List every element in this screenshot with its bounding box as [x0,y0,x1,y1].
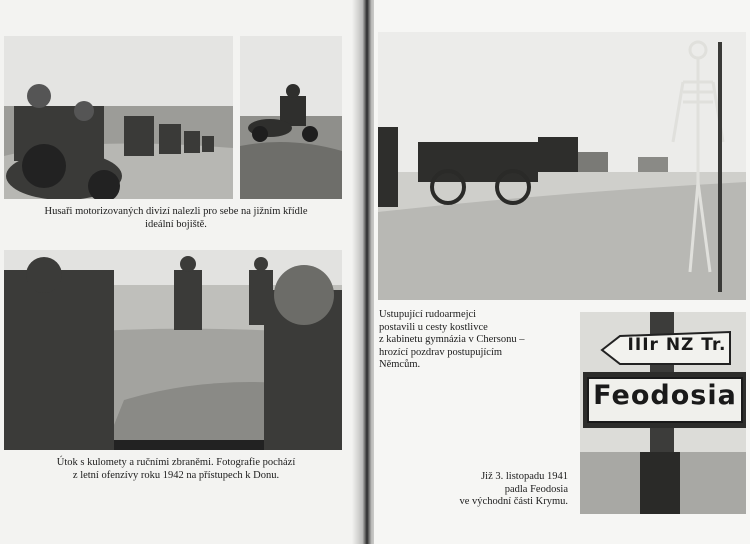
right-page [374,0,750,544]
caption-line: padla Feodosia [504,483,568,495]
photo-motorcycle-column [4,36,233,199]
left-page [0,0,364,544]
photo-skeleton-roadside [378,32,746,300]
caption-hussars [16,206,336,231]
caption-line: Husaři motorizovaných divizí nalezli pro sebe na jižním křídle [44,206,308,217]
caption-skeleton [379,309,539,372]
caption-line: Již 3. listopadu 1941 [481,471,568,482]
caption-line: z kabinetu gymnázia v Chersonu – [379,334,525,345]
caption-machine-guns [16,457,336,482]
caption-line: postavili u cesty kostlivce [379,321,488,333]
caption-line: Útok s kulomety a ručními zbraněmi. Fotografie pochází [56,457,296,468]
caption-feodosia [418,471,568,509]
caption-line: hrozící pozdrav postupujícím [379,346,503,358]
caption-line: Ustupující rudoarmejci [379,309,477,320]
caption-line: ideální bojiště. [145,218,207,230]
caption-line: ve východní části Krymu. [459,496,568,507]
photo-feodosia-sign [580,312,746,514]
sign-board-text: Feodosia [593,380,737,411]
photo-machine-gun-attack [4,250,342,450]
caption-line: Němcům. [379,359,421,370]
photo-motorcyclist [240,36,342,199]
caption-line: z letní ofenzívy roku 1942 na přístupech k Donu. [72,469,280,481]
sign-arrow-text: IIIr NZ Tr. [627,335,727,355]
